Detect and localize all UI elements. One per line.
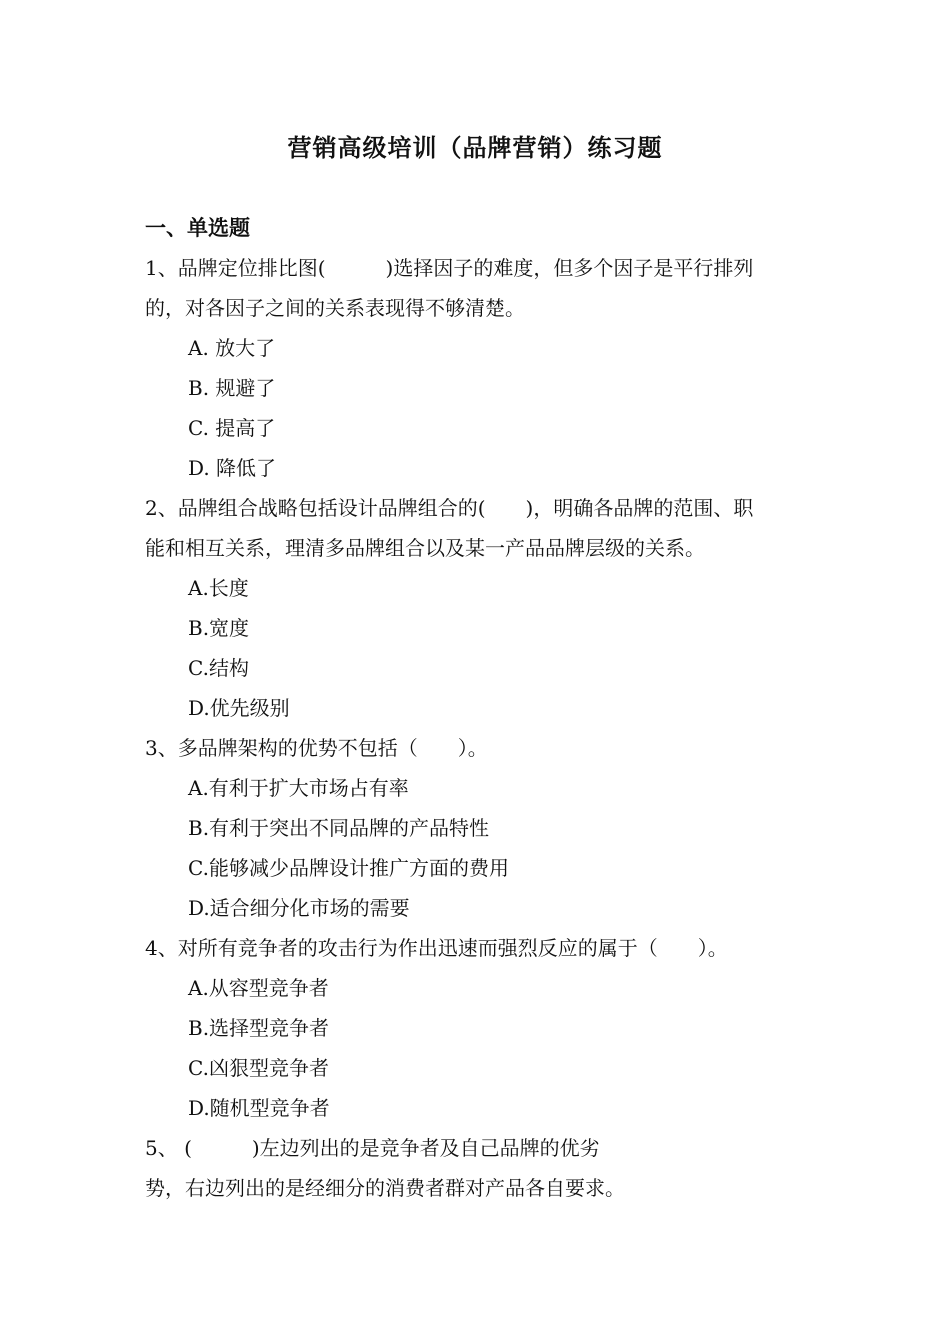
question-stem-line: 1、品牌定位排比图( )选择因子的难度，但多个因子是平行排列 (145, 256, 754, 280)
question-4 (145, 928, 815, 1128)
question-stem-line: 能和相互关系，理清多品牌组合以及某一产品品牌层级的关系。 (145, 536, 705, 560)
option-a: A.从容型竞争者 (188, 976, 329, 1000)
document-title: 营销高级培训（品牌营销）练习题 (287, 133, 663, 162)
question-stem-line: 3、多品牌架构的优势不包括（ ）。 (145, 736, 488, 760)
option-c: C.能够减少品牌设计推广方面的费用 (188, 856, 509, 880)
option-c: C.凶狠型竞争者 (188, 1056, 329, 1080)
section-heading: 一、单选题 (145, 215, 250, 240)
option-c: C.结构 (188, 656, 249, 680)
option-d: D.适合细分化市场的需要 (188, 896, 410, 920)
option-d: D. 降低了 (188, 456, 277, 480)
option-d: D.优先级别 (188, 696, 290, 720)
question-stem-line: 2、品牌组合战略包括设计品牌组合的( )，明确各品牌的范围、职 (145, 496, 754, 520)
question-5 (145, 1128, 815, 1208)
option-c: C. 提高了 (188, 416, 276, 440)
question-1 (145, 248, 815, 488)
option-a: A. 放大了 (188, 336, 276, 360)
option-a: A.长度 (188, 576, 249, 600)
question-2 (145, 488, 815, 728)
option-b: B. 规避了 (188, 376, 276, 400)
question-stem-line: 势，右边列出的是经细分的消费者群对产品各自要求。 (145, 1176, 625, 1200)
question-3 (145, 728, 815, 928)
option-b: B.有利于突出不同品牌的产品特性 (188, 816, 490, 840)
option-d: D.随机型竞争者 (188, 1096, 330, 1120)
option-b: B.选择型竞争者 (188, 1016, 330, 1040)
question-stem-line: 4、对所有竞争者的攻击行为作出迅速而强烈反应的属于（ ）。 (145, 936, 728, 960)
question-stem-line: 的，对各因子之间的关系表现得不够清楚。 (145, 296, 525, 320)
question-stem-line: 5、 ( )左边列出的是竞争者及自己品牌的优劣 (145, 1136, 600, 1160)
question-list (145, 248, 815, 1208)
option-b: B.宽度 (188, 616, 250, 640)
option-a: A.有利于扩大市场占有率 (188, 776, 409, 800)
